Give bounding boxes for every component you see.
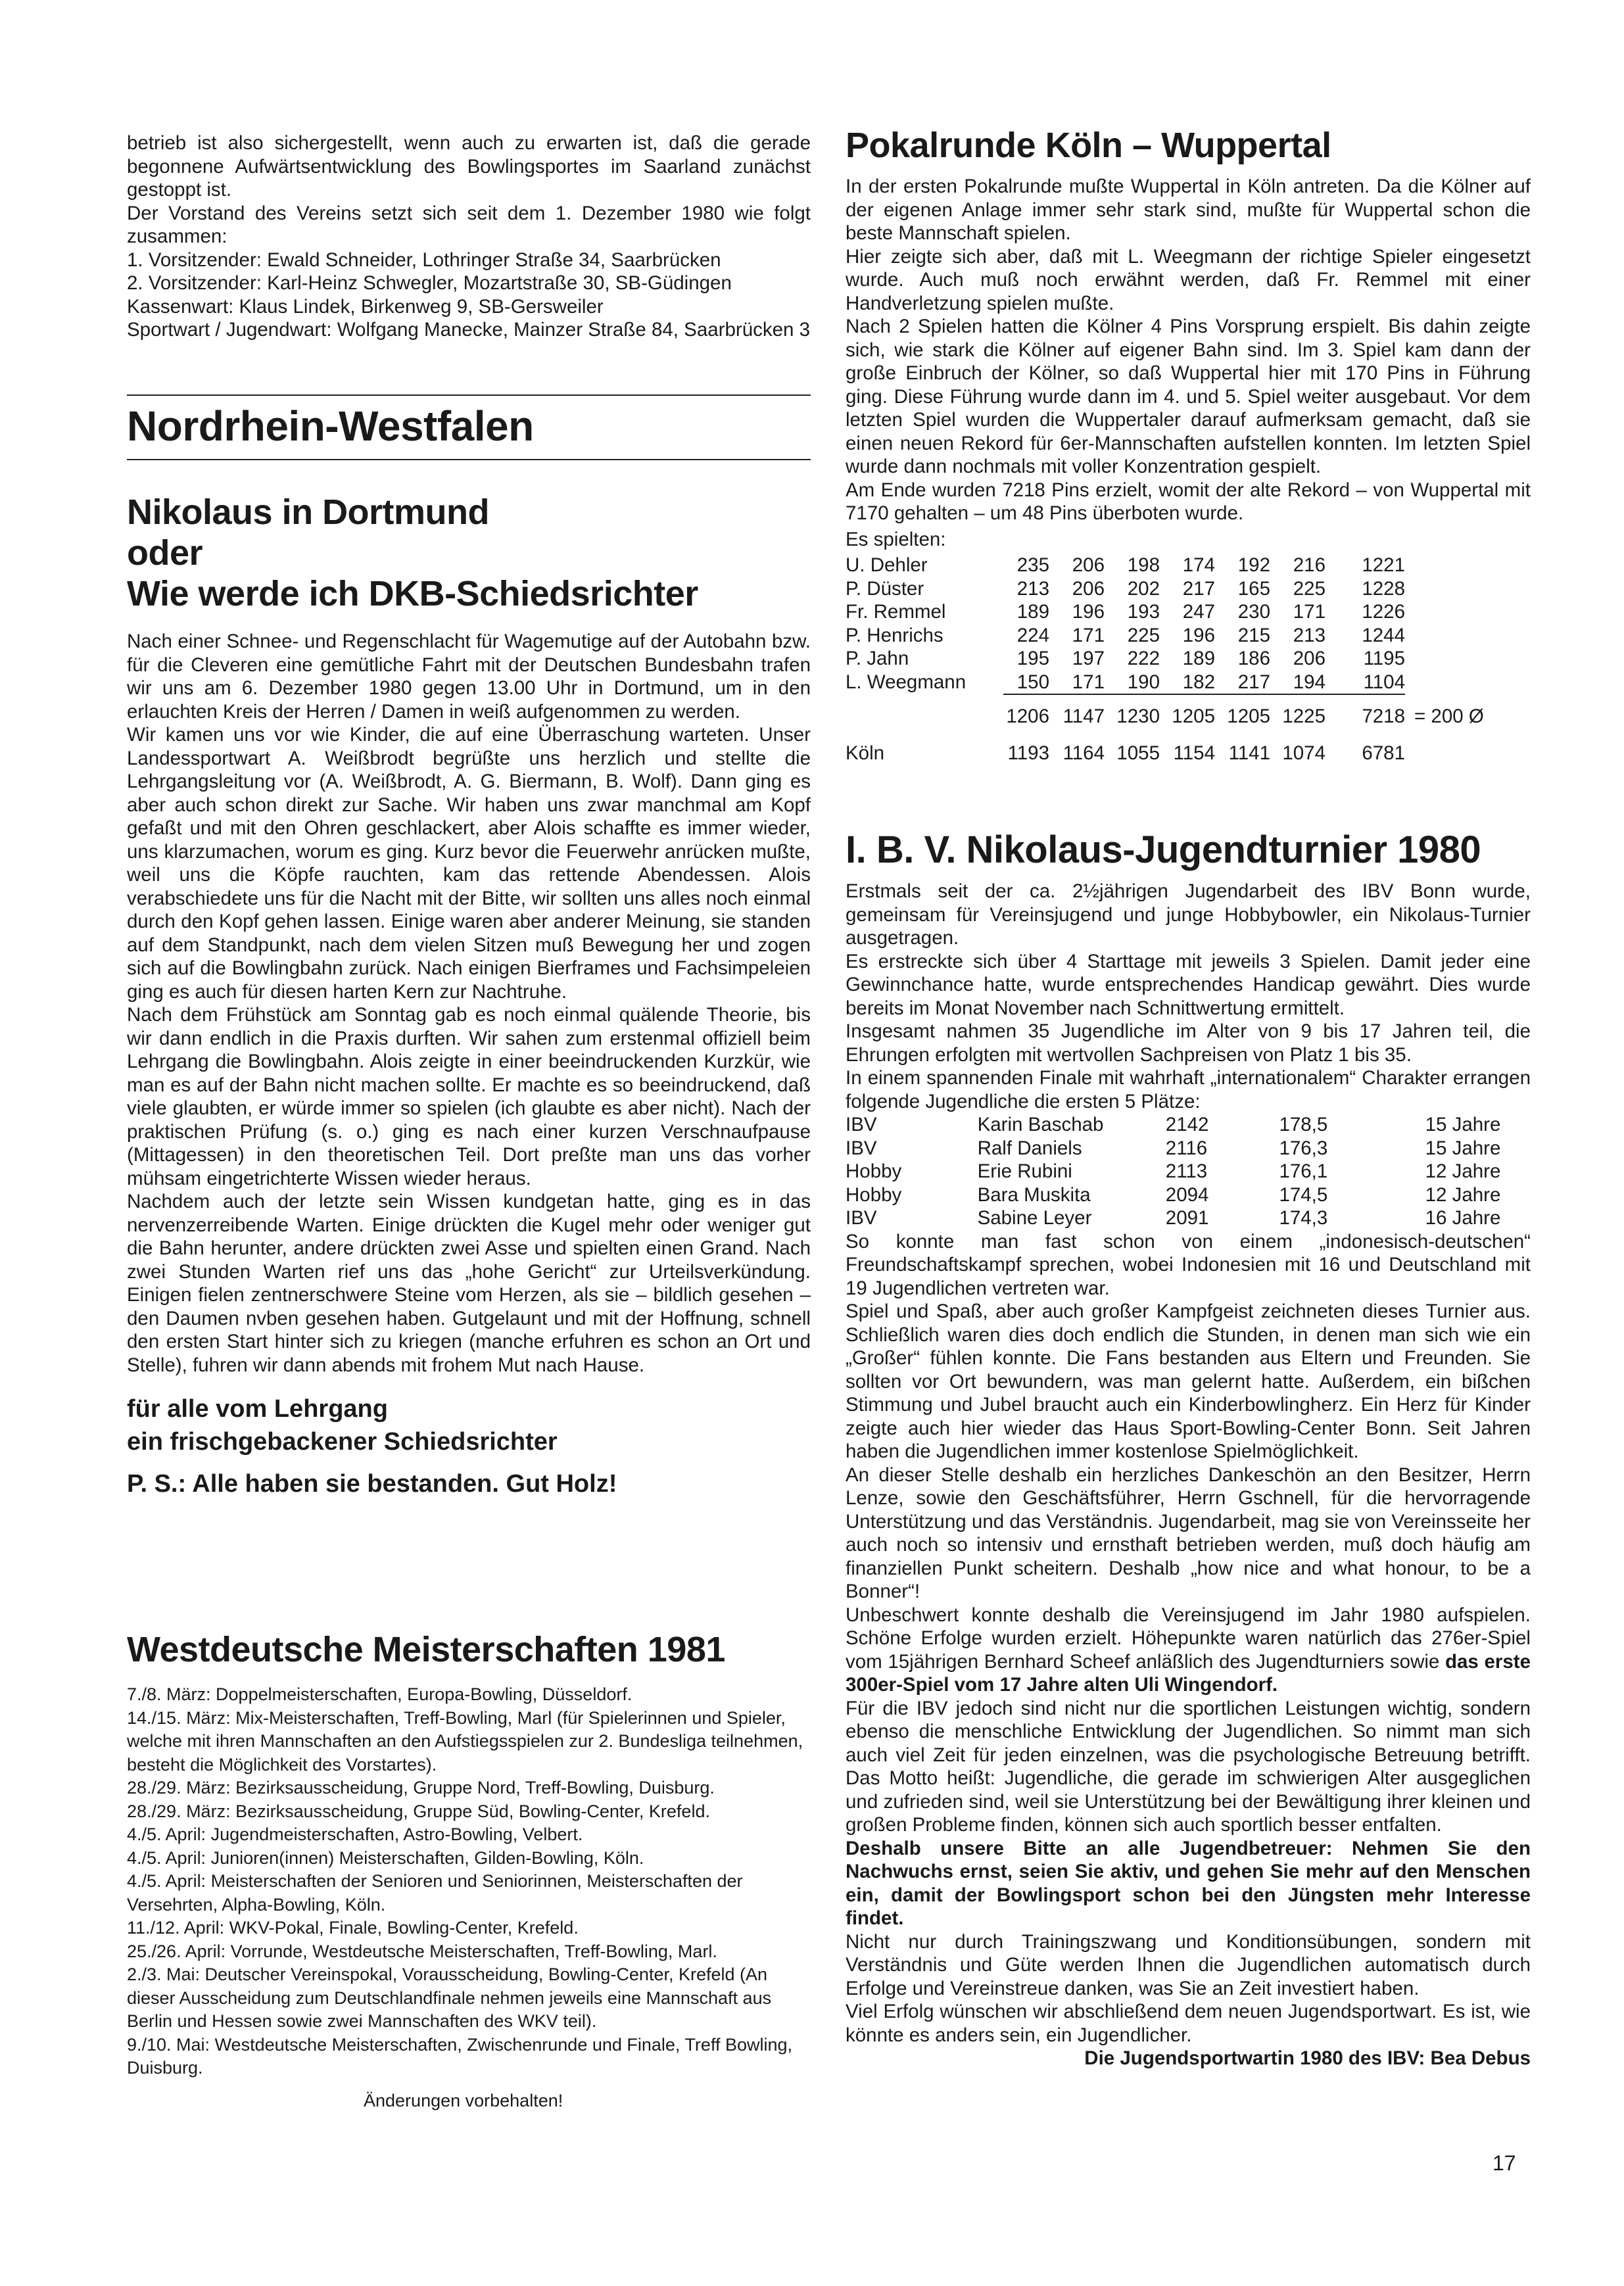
average: 176,1 bbox=[1279, 1160, 1328, 1182]
intro-paragraph: 2. Vorsitzender: Karl-Heinz Schwegler, Mozartstraße 30, SB-Güdingen bbox=[127, 272, 732, 294]
game-score: 1154 bbox=[1173, 742, 1215, 765]
player-name: P. Düster bbox=[846, 577, 924, 600]
body-paragraph: Insgesamt nahmen 35 Jugendliche im Alter von 9 bis 17 Jahren teil, die Ehrungen erfolgten mit wertvollen Sachpreisen von Platz 1 bis 35. bbox=[846, 1020, 1531, 1066]
game-score: 196 bbox=[1072, 601, 1105, 623]
game-score: 224 bbox=[1016, 624, 1049, 646]
body-paragraph: Nachdem auch der letzte sein Wissen kundgetan hatte, ging es in das nervenzerreibende Warten. Einige drückten die Kugel mehr oder weniger gut die Bahn herunter, andere drückten zwei Asse und spielten einen Grand. Nach zwei Stunden Warten rief uns das „hohe Gericht“ zur Urteilsverkündung. Einigen fielen zentnerschwere Steine vom Herzen, als sie – bildlich gesehen – den Daumen nvben gesehen haben. Gutgelaunt und mit der Hoffnung, schnell den ersten Start hinter sich zu kriegen (manche erfuhren es schon an Ort und Stelle), fuhren wir dann abends mit frohem Mut nach Hause. bbox=[127, 1191, 811, 1376]
saarland-intro bbox=[127, 131, 811, 342]
body-paragraph: Es erstreckte sich über 4 Starttage mit jeweils 3 Spielen. Damit jeder eine Gewinnchance hatte, wurde entsprechendes Handicap gewährt. Dies wurde bereits im Monat November nach Schnittwertung ermittelt. bbox=[846, 950, 1531, 1019]
body-paragraph: Nach dem Frühstück am Sonntag gab es noch einmal quälende Theorie, bis wir dann endlich in die Praxis durften. Wir sahen zum erstenmal offiziell beim Lehrgang die Bowlingbahn. Alois zeigte in einer beeindruckenden Kurzkür, wie man es auf der Bahn nicht machen sollte. Er machte es so beeindruckend, daß viele glaubten, er würde immer so spielen (ich glaubte es aber nicht). Nach der praktischen Prüfung (s. o.) ging es nach einer kurzen Verschnaufpause (Mittagessen) in den theoretischen Teil. Dort preßte man uns das vorher mühsam eingetrichterte Wissen wieder heraus. bbox=[127, 1004, 811, 1189]
player-name: L. Weegmann bbox=[846, 671, 967, 693]
game-score: 222 bbox=[1127, 648, 1160, 669]
game-score: 225 bbox=[1127, 624, 1160, 646]
average: 174,5 bbox=[1279, 1183, 1328, 1206]
score-row bbox=[846, 577, 1484, 601]
dortmund-title-line: Wie werde ich DKB-Schiedsrichter bbox=[127, 574, 698, 613]
game-score: 202 bbox=[1127, 577, 1160, 600]
game-score: 1205 bbox=[1160, 694, 1215, 732]
game-score: 197 bbox=[1072, 648, 1105, 669]
player-name: P. Jahn bbox=[846, 648, 909, 669]
body-paragraph: Nach einer Schnee- und Regenschlacht für Wagemutige auf der Autobahn bzw. für die Cleveren eine gemütliche Fahrt mit der Deutschen Bundesbahn trafen wir uns am 6. Dezember 1980 gegen 13.00 Uhr in Dortmund, um in den erlauchten Kreis der Herren / Damen in weiß aufgenommen zu werden. bbox=[127, 631, 811, 723]
schedule-item: 28./29. März: Bezirksausscheidung, Gruppe Süd, Bowling-Center, Krefeld. bbox=[127, 1801, 710, 1821]
game-score: 194 bbox=[1293, 671, 1325, 693]
average: 176,3 bbox=[1279, 1137, 1328, 1159]
club: Hobby bbox=[846, 1160, 902, 1182]
highlights-bold: das erste 300er-Spiel vom 17 Jahre alten Uli Wingendorf. bbox=[846, 1650, 1531, 1696]
age: 15 Jahre bbox=[1425, 1114, 1501, 1135]
team-average: = 200 Ø bbox=[1414, 705, 1484, 727]
game-score: 235 bbox=[1016, 554, 1049, 576]
result-row bbox=[846, 1113, 1529, 1137]
pins: 2116 bbox=[1165, 1137, 1208, 1159]
game-score: 217 bbox=[1237, 671, 1270, 693]
game-score: 1074 bbox=[1282, 742, 1325, 765]
body-paragraph: So konnte man fast schon von einem „indonesisch-deutschen“ Freundschaftskampf sprechen, wobei Indonesien mit 16 und Deutschland mit 19 Jugendlichen vertreten war. bbox=[846, 1230, 1531, 1299]
ibv-article bbox=[846, 830, 1531, 2070]
score-row bbox=[846, 624, 1484, 648]
totals-row bbox=[846, 694, 1484, 732]
game-score: 217 bbox=[1182, 577, 1215, 600]
player-name: Karin Baschab bbox=[977, 1114, 1104, 1135]
game-score: 1055 bbox=[1116, 742, 1160, 765]
ibv-body bbox=[846, 880, 1531, 1113]
player-name: Fr. Remmel bbox=[846, 601, 946, 623]
game-score: 230 bbox=[1237, 601, 1270, 623]
pins: 2113 bbox=[1165, 1160, 1208, 1182]
body-paragraph: Wir kamen uns vor wie Kinder, die auf eine Überraschung warteten. Unser Landessportwart A. Weißbrodt begrüßte uns herzlich und stellte die Lehrgangsleitung vor (A. Weißbrodt, A. G. Biermann, B. Wolf). Dann ging es aber auch schon direkt zur Sache. Wir haben uns zwar manchmal am Kopf gefaßt und mit den Ohren geschlackert, aber Alois schaffte es immer wieder, uns klarzumachen, worum es ging. Kurz bevor die Feuerwehr anrücken mußte, weil uns die Köpfe rauchten, kam das rettende Abendessen. Alois verabschiedete uns für die Nacht mit der Bitte, wir sollten uns alles noch einmal durch den Kopf gehen lassen. Einige waren aber anderer Meinung, sie standen auf dem Standpunkt, nach dem vielen Sitzen muß Bewegung her und zogen sich auf die Bowlingbahn zurück. Nach einigen Bierframes und Fachsimpeleien ging es auch für diesen harten Kern zur Nachtruhe. bbox=[127, 724, 811, 1003]
club: IBV bbox=[846, 1207, 877, 1229]
result-row bbox=[846, 1183, 1529, 1207]
schedule-item: 2./3. Mai: Deutscher Vereinspokal, Vorausscheidung, Bowling-Center, Krefeld (An dieser Ausscheidung zum Deutschlandfinale nehmen jeweils eine Mannschaft aus Berlin und Hessen sowie zwei Mannschaften des WKV teil). bbox=[127, 1965, 772, 2031]
body-paragraph: Am Ende wurden 7218 Pins erzielt, womit der alte Rekord – von Wuppertal mit 7170 gehalten – um 48 Pins überboten wurde. bbox=[846, 479, 1531, 524]
closing-line: für alle vom Lehrgang bbox=[127, 1395, 388, 1423]
player-name: Ralf Daniels bbox=[977, 1137, 1082, 1159]
game-score: 198 bbox=[1127, 554, 1160, 576]
score-row bbox=[846, 671, 1484, 695]
game-score: 195 bbox=[1016, 648, 1049, 669]
body-paragraph: Für die IBV jedoch sind nicht nur die sportlichen Leistungen wichtig, sondern ebenso die menschliche Entwicklung der Jugendlichen. So nimmt man sich auch viel Zeit für jeden einzelnen, was die psychologische Betreuung betrifft. Das Motto heißt: Jugendliche, die gerade im schwierigen Alter ausgeglichen und zufrieden sind, weil sie Unterstützung bei der Bewältigung ihrer kleinen und großen Probleme finden, können sich auch sportlich besser entfalten. bbox=[846, 1697, 1531, 1836]
result-row bbox=[846, 1160, 1529, 1183]
section-rule-bottom bbox=[127, 459, 811, 460]
pins: 2094 bbox=[1165, 1183, 1209, 1206]
game-score: 1147 bbox=[1049, 694, 1105, 732]
game-score: 171 bbox=[1293, 601, 1325, 623]
club: Hobby bbox=[846, 1183, 902, 1206]
player-name: Erie Rubini bbox=[977, 1160, 1072, 1182]
game-score: 216 bbox=[1293, 554, 1325, 576]
ibv-body-2 bbox=[846, 1230, 1531, 1604]
game-score: 196 bbox=[1182, 624, 1215, 646]
game-score: 1164 bbox=[1063, 742, 1105, 765]
total-score: 1221 bbox=[1362, 554, 1405, 576]
game-score: 182 bbox=[1182, 671, 1215, 693]
body-paragraph: In einem spannenden Finale mit wahrhaft „internationalem“ Charakter errangen folgende Jugendliche die ersten 5 Plätze: bbox=[846, 1067, 1531, 1112]
empty-cell bbox=[1405, 671, 1484, 695]
section-rule-top bbox=[127, 394, 811, 396]
age: 12 Jahre bbox=[1425, 1183, 1501, 1206]
ibv-highlights bbox=[846, 1604, 1531, 1697]
dortmund-body bbox=[127, 630, 811, 1377]
postscript: P. S.: Alle haben sie bestanden. Gut Holz! bbox=[127, 1470, 617, 1498]
result-row bbox=[846, 1137, 1529, 1160]
game-score: 213 bbox=[1293, 624, 1325, 646]
dortmund-article bbox=[127, 492, 811, 1500]
game-score: 213 bbox=[1016, 577, 1049, 600]
schedule-item: 14./15. März: Mix-Meisterschaften, Treff-Bowling, Marl (für Spielerinnen und Spieler, welche mit ihren Mannschaften an den Aufstiegsspielen zur 2. Bundesliga teilnehmen, besteht die Möglichkeit des Vorstartes). bbox=[127, 1707, 803, 1774]
intro-paragraph: Der Vorstand des Vereins setzt sich seit dem 1. Dezember 1980 wie folgt zusammen: bbox=[127, 202, 811, 247]
west-note: Änderungen vorbehalten! bbox=[364, 2090, 563, 2110]
pokal-body bbox=[846, 175, 1531, 525]
empty-cell bbox=[1405, 600, 1484, 624]
empty-cell bbox=[1405, 732, 1484, 769]
game-score: 206 bbox=[1072, 554, 1105, 576]
pins: 2091 bbox=[1165, 1207, 1209, 1229]
result-row bbox=[846, 1206, 1529, 1230]
game-score: 171 bbox=[1072, 624, 1105, 646]
game-score: 171 bbox=[1072, 671, 1105, 693]
game-score: 189 bbox=[1016, 601, 1049, 623]
intro-paragraph: Kassenwart: Klaus Lindek, Birkenweg 9, SB-Gersweiler bbox=[127, 295, 604, 318]
west-title: Westdeutsche Meisterschaften 1981 bbox=[127, 1630, 725, 1669]
ibv-appeal: Deshalb unsere Bitte an alle Jugendbetreuer: Nehmen Sie den Nachwuchs ernst, seien Sie aktiv, und gehen Sie mehr auf den Menschen ein, damit der Bowlingsport schon bei den Jüngsten mehr Interesse findet. bbox=[846, 1837, 1531, 1929]
west-article bbox=[127, 1629, 811, 2112]
ibv-signature: Die Jugendsportwartin 1980 des IBV: Bea Debus bbox=[1084, 2047, 1531, 2069]
game-score: 1225 bbox=[1270, 694, 1325, 732]
game-score: 225 bbox=[1293, 577, 1325, 600]
body-paragraph: Erstmals seit der ca. 2½jährigen Jugendarbeit des IBV Bonn wurde, gemeinsam für Vereinsjugend und junge Hobbybowler, ein Nikolaus-Turnier ausgetragen. bbox=[846, 880, 1531, 949]
score-row bbox=[846, 554, 1484, 577]
west-schedule bbox=[127, 1683, 811, 2080]
pokal-score-table bbox=[846, 554, 1484, 769]
total-score: 1104 bbox=[1363, 671, 1405, 693]
ibv-body-4 bbox=[846, 1930, 1531, 2047]
player-name: U. Dehler bbox=[846, 554, 928, 576]
schedule-item: 7./8. März: Doppelmeisterschaften, Europa-Bowling, Düsseldorf. bbox=[127, 1684, 633, 1704]
player-name: Sabine Leyer bbox=[977, 1207, 1092, 1229]
dortmund-title bbox=[127, 492, 811, 614]
total-score: 1226 bbox=[1362, 601, 1405, 623]
schedule-item: 4./5. April: Meisterschaften der Senioren und Seniorinnen, Meisterschaften der Versehrten, Alpha-Bowling, Köln. bbox=[127, 1871, 743, 1915]
game-score: 1230 bbox=[1105, 694, 1160, 732]
player-name: P. Henrichs bbox=[846, 624, 943, 646]
body-paragraph: Hier zeigte sich aber, daß mit L. Weegmann der richtige Spieler eingesetzt wurde. Auch muß noch erwähnt werden, daß Fr. Remmel mit einer Handverletzung spielen mußte. bbox=[846, 245, 1531, 314]
game-score: 192 bbox=[1237, 554, 1270, 576]
age: 12 Jahre bbox=[1425, 1160, 1501, 1182]
game-score: 1193 bbox=[1007, 742, 1049, 765]
body-paragraph: Spiel und Spaß, aber auch großer Kampfgeist zeichneten dieses Turnier aus. Schließlich waren dies doch endlich die Stunden, in denen man sich wie ein „Großer“ fühlen konnte. Die Fans bestanden aus Eltern und Freunden. Sie sollten vor Ort bewundern, was man gelernt hatte. Außerdem, ein bißchen Stimmung und Jubel braucht auch ein Kinderbowlingherz. Ein Herz für Kinder zeigte auch hier wieder das Haus Sport-Bowling-Center Bonn. Seit Jahren haben die Jugendlichen immer kostenlose Spielmöglichkeit. bbox=[846, 1300, 1531, 1462]
schedule-item: 28./29. März: Bezirksausscheidung, Gruppe Nord, Treff-Bowling, Duisburg. bbox=[127, 1778, 715, 1798]
game-score: 215 bbox=[1237, 624, 1270, 646]
game-score: 165 bbox=[1237, 577, 1270, 600]
game-score: 174 bbox=[1182, 554, 1215, 576]
dortmund-title-line: Nikolaus in Dortmund bbox=[127, 492, 490, 532]
game-score: 247 bbox=[1182, 601, 1215, 623]
body-paragraph: Nach 2 Spielen hatten die Kölner 4 Pins Vorsprung erspielt. Bis dahin zeigte sich, wie stark die Kölner auf eigener Bahn sind. Im 3. Spiel kam dann der große Einbruch der Kölner, so daß Wuppertal hier mit 170 Pins in Führung ging. Diese Führung wurde dann im 4. und 5. Spiel weiter ausgebaut. Vor dem letzten Spiel wurden die Wuppertaler darauf aufmerksam gemacht, daß sie einen neuen Rekord für 6er-Mannschaften aufstellen konnten. Im letzten Spiel wurde dann nochmals mit voller Konzentration gespielt. bbox=[846, 316, 1531, 477]
pokal-title: Pokalrunde Köln – Wuppertal bbox=[846, 126, 1331, 165]
koeln-row bbox=[846, 732, 1484, 769]
total-score: 1244 bbox=[1362, 624, 1405, 646]
body-paragraph: In der ersten Pokalrunde mußte Wuppertal in Köln antreten. Da die Kölner auf der eigenen Anlage immer sehr stark sind, mußte für Wuppertal schon die beste Mannschaft spielen. bbox=[846, 176, 1531, 244]
game-score: 1205 bbox=[1215, 694, 1270, 732]
schedule-item: 9./10. Mai: Westdeutsche Meisterschaften, Zwischenrunde und Finale, Treff Bowling, Duisburg. bbox=[127, 2034, 793, 2078]
ibv-title: I. B. V. Nikolaus-Jugendturnier 1980 bbox=[846, 828, 1481, 871]
body-paragraph: Viel Erfolg wünschen wir abschließend dem neuen Jugendsportwart. Es ist, wie könnte es anders sein, ein Jugendlicher. bbox=[846, 2001, 1531, 2046]
empty-cell bbox=[1405, 577, 1484, 601]
highlights-text: Unbeschwert konnte deshalb die Vereinsjugend im Jahr 1980 aufspielen. Schöne Erfolge wurden erzielt. Höhepunkte waren natürlich das 276er-Spiel vom 15jährigen Bernhard Scheef anläßlich des Jugendturniers sowie bbox=[846, 1604, 1531, 1673]
schedule-item: 4./5. April: Jugendmeisterschaften, Astro-Bowling, Velbert. bbox=[127, 1824, 583, 1844]
closing-line: ein frischgebackener Schiedsrichter bbox=[127, 1428, 558, 1456]
score-row bbox=[846, 647, 1484, 671]
pokal-article bbox=[846, 125, 1531, 769]
schedule-item: 25./26. April: Vorrunde, Westdeutsche Meisterschaften, Treff-Bowling, Marl. bbox=[127, 1941, 717, 1961]
empty-cell bbox=[1405, 647, 1484, 671]
game-score: 190 bbox=[1127, 671, 1160, 693]
game-score: 1206 bbox=[1003, 694, 1049, 732]
pins: 2142 bbox=[1165, 1114, 1209, 1135]
player-name: Köln bbox=[846, 742, 885, 765]
schedule-item: 4./5. April: Junioren(innen) Meisterschaften, Gilden-Bowling, Köln. bbox=[127, 1847, 644, 1868]
body-paragraph: Nicht nur durch Trainingszwang und Konditionsübungen, sondern mit Verständnis und Güte werden Ihnen die Jugendlichen automatisch durch Erfolge und Vereinstreue danken, was Sie an Zeit investiert haben. bbox=[846, 1930, 1531, 1999]
game-score: 186 bbox=[1237, 648, 1270, 669]
empty-cell bbox=[1405, 554, 1484, 577]
total-score: 1228 bbox=[1362, 577, 1405, 600]
age: 15 Jahre bbox=[1425, 1137, 1501, 1159]
score-row bbox=[846, 600, 1484, 624]
section-title: Nordrhein-Westfalen bbox=[127, 402, 534, 450]
ibv-results-table bbox=[846, 1113, 1529, 1230]
empty-cell bbox=[1405, 624, 1484, 648]
page-number: 17 bbox=[1493, 2151, 1516, 2175]
club: IBV bbox=[846, 1114, 877, 1135]
game-score: 206 bbox=[1072, 577, 1105, 600]
dortmund-title-line: oder bbox=[127, 533, 203, 573]
intro-paragraph: 1. Vorsitzender: Ewald Schneider, Lothringer Straße 34, Saarbrücken bbox=[127, 249, 721, 271]
game-score: 206 bbox=[1293, 648, 1325, 669]
body-paragraph: An dieser Stelle deshalb ein herzliches Dankeschön an den Besitzer, Herrn Lenze, sowie den Geschäftsführer, Herrn Gschnell, für die hervorragende Unterstützung und das Verständnis. Jugendarbeit, mag sie von Vereinsseite her auch noch so intensiv und ernsthaft betrieben werden, muß doch häufig am finanziellen Punkt scheitern. Deshalb „how nice and what honour, to be a Bonner“! bbox=[846, 1464, 1531, 1602]
total-score: 1195 bbox=[1363, 648, 1405, 669]
game-score: 1141 bbox=[1228, 742, 1270, 765]
intro-paragraph: betrieb ist also sichergestellt, wenn auch zu erwarten ist, daß die gerade begonnene Aufwärtsentwicklung des Bowlingsportes im Saarland zunächst gestoppt ist. bbox=[127, 132, 811, 201]
total-score: 6781 bbox=[1362, 742, 1405, 765]
total-score: 7218 bbox=[1325, 694, 1405, 732]
game-score: 189 bbox=[1182, 648, 1215, 669]
age: 16 Jahre bbox=[1425, 1207, 1501, 1229]
average: 174,3 bbox=[1279, 1207, 1328, 1229]
game-score: 150 bbox=[1016, 671, 1049, 693]
ibv-body-3 bbox=[846, 1697, 1531, 1837]
club: IBV bbox=[846, 1137, 877, 1159]
average: 178,5 bbox=[1279, 1114, 1328, 1135]
dortmund-closing bbox=[127, 1393, 811, 1458]
intro-paragraph: Sportwart / Jugendwart: Wolfgang Manecke, Mainzer Straße 84, Saarbrücken 3 bbox=[127, 319, 811, 341]
player-name bbox=[846, 694, 1003, 732]
table-caption: Es spielten: bbox=[846, 528, 946, 550]
player-name: Bara Muskita bbox=[977, 1183, 1091, 1206]
game-score: 193 bbox=[1127, 601, 1160, 623]
schedule-item: 11./12. April: WKV-Pokal, Finale, Bowling-Center, Krefeld. bbox=[127, 1918, 579, 1938]
